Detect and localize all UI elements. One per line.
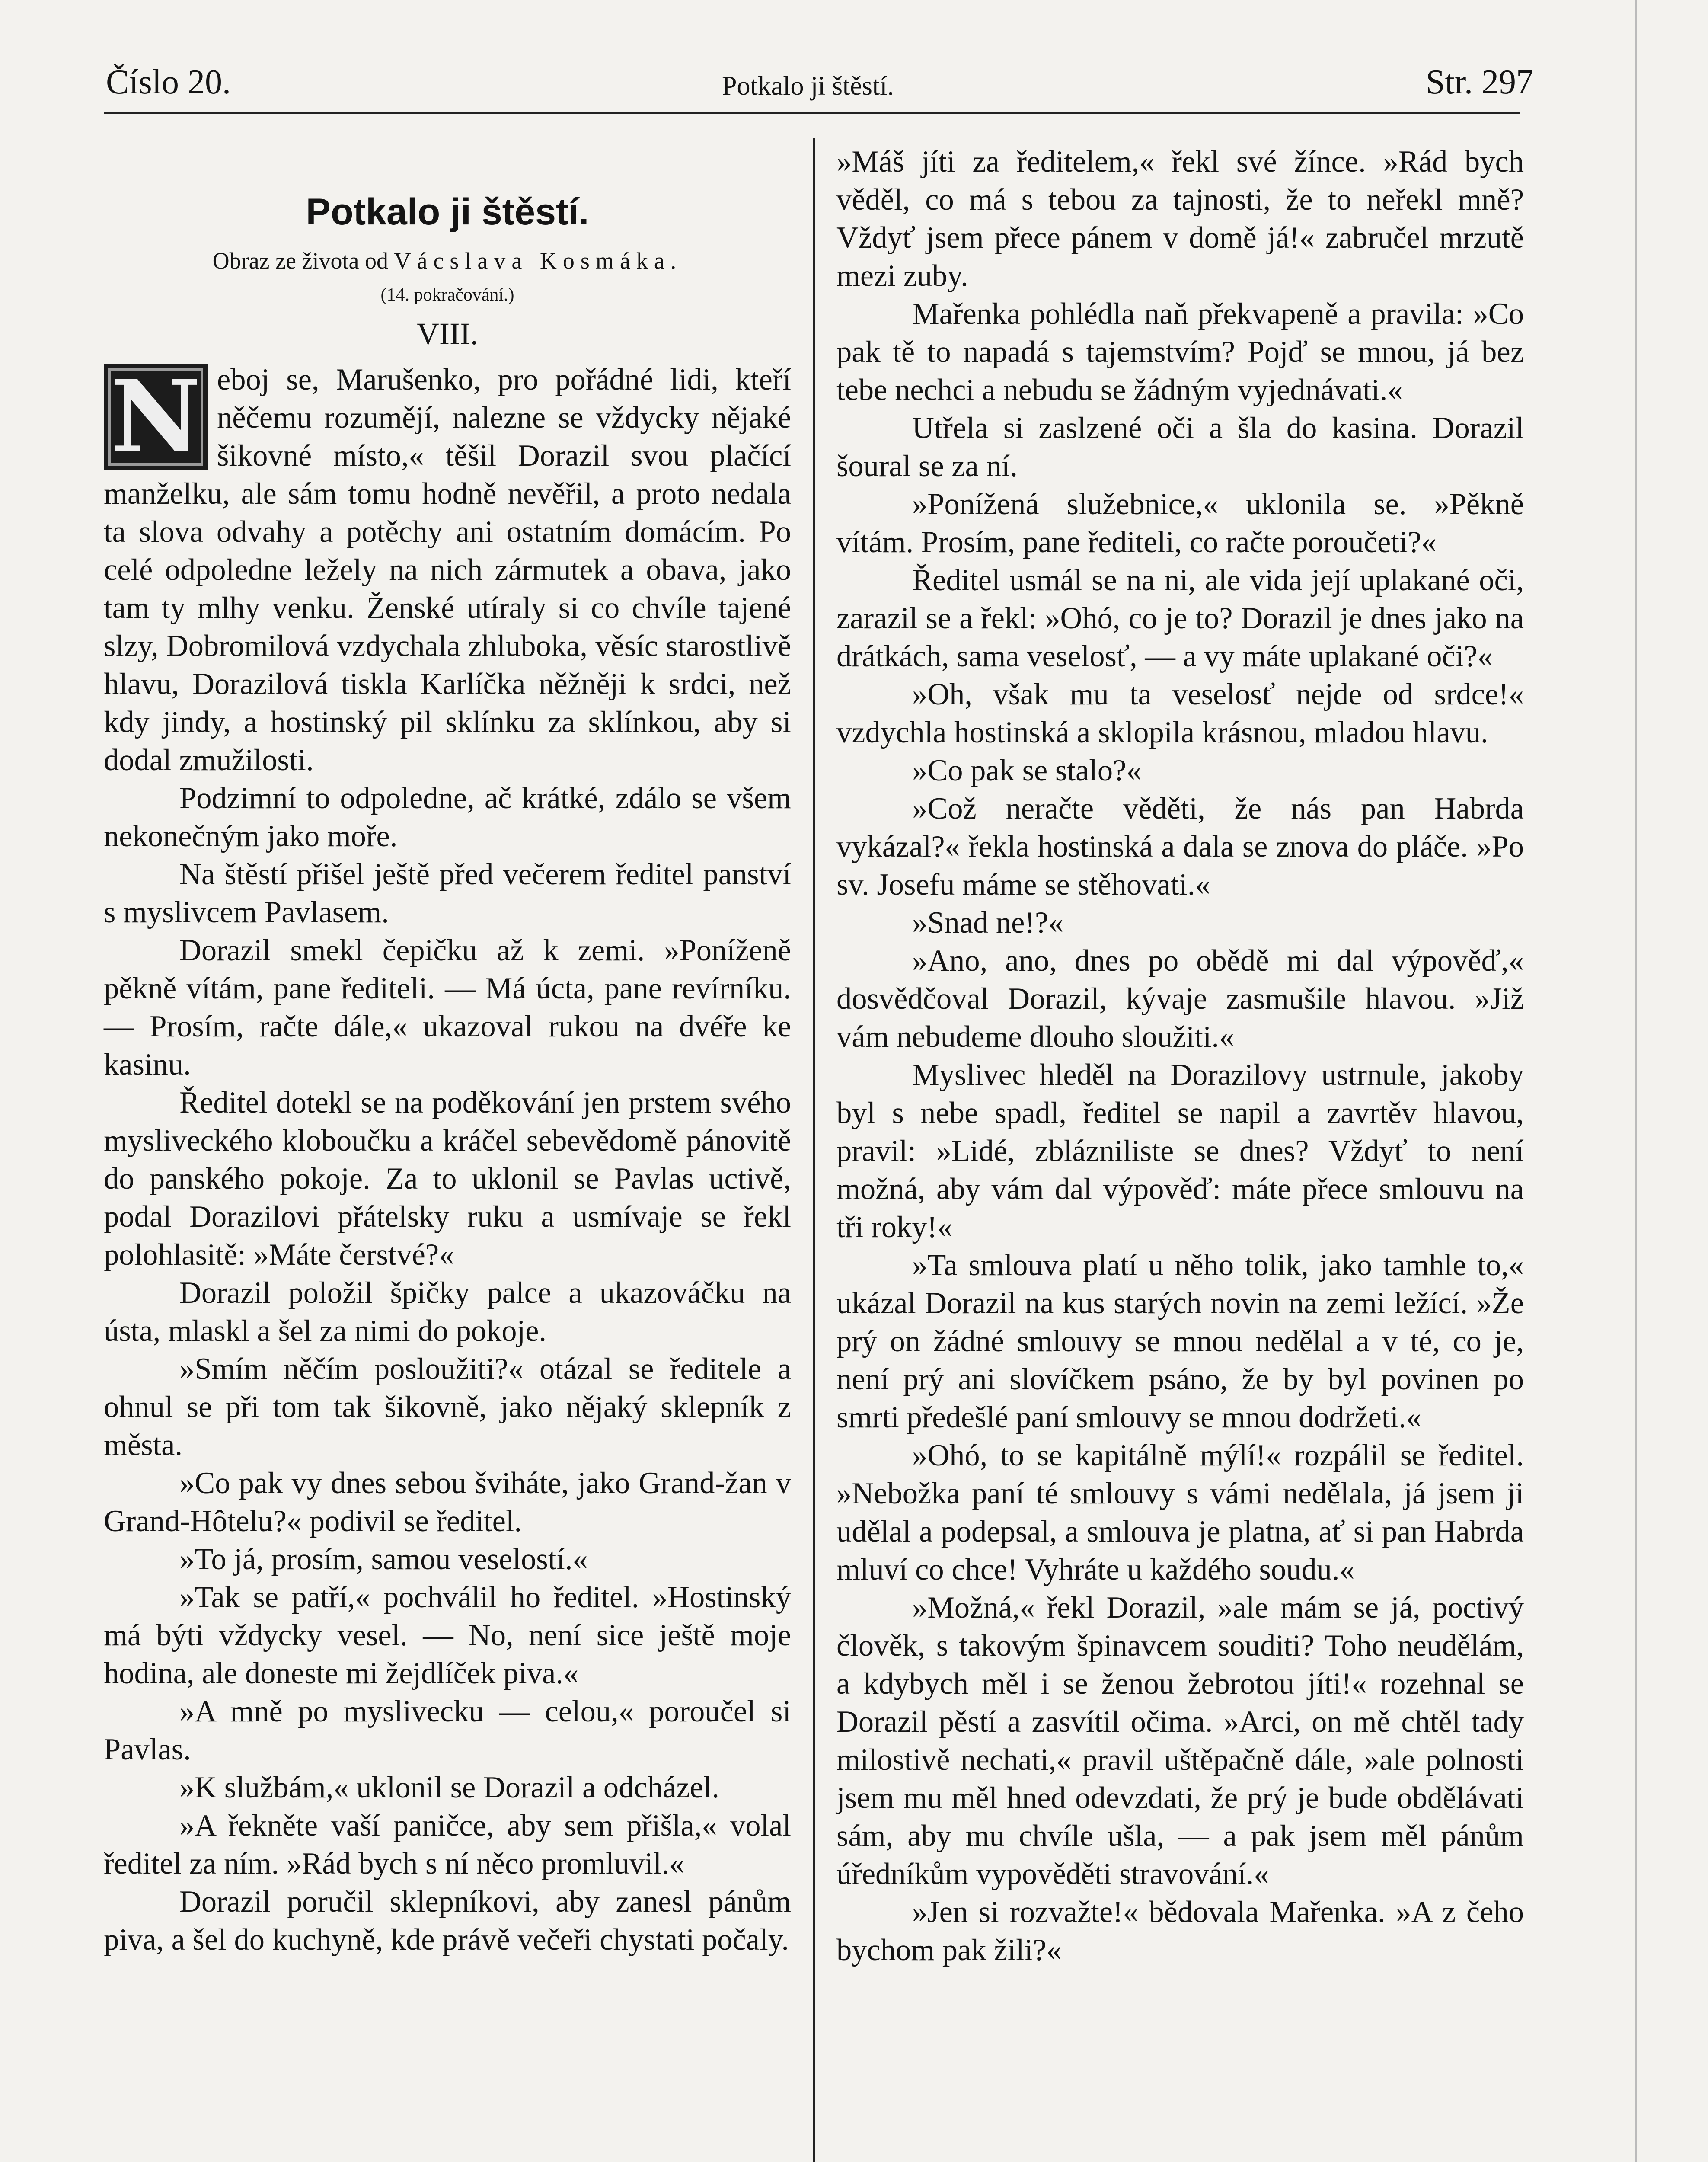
page-edge-line <box>1635 0 1637 2162</box>
running-title: Potkalo ji štěstí. <box>722 71 894 101</box>
paragraph: Mařenka pohlédla naň překvapeně a pravila: »Co pak tě to napadá s tajemstvím? Pojď se mnou, já bez tebe nechci a nebudu se žádným vyjednávati.« <box>836 297 1524 407</box>
article-title: Potkalo ji štěstí. <box>306 191 589 233</box>
left-paragraphs <box>104 358 791 1959</box>
paragraph <box>104 358 791 779</box>
paragraph: »Možná,« řekl Dorazil, »ale mám se já, poctivý člověk, s takovým špinavcem souditi? Toho neudělám, a kdybych měl i se ženou žebrotou jíti!« rozehnal se Dorazil pěstí a zasvítil očima. »Arci, on mě chtěl tady milostivě nechati,« pravil uštěpačně dále, »ale polnosti jsem mu měl hned odevzdati, že prý je bude obdělávati sám, aby mu chvíle ušla, — a pak jsem měl pánům úředníkům vypověděti stravování.« <box>836 1591 1524 1891</box>
paragraph: Podzimní to odpoledne, ač krátké, zdálo se všem nekonečným jako moře. <box>104 781 791 853</box>
paragraph: Ředitel usmál se na ni, ale vida její uplakané oči, zarazil se a řekl: »Ohó, co je to? Dorazil je dnes jako na drátkách, sama veselosť, — a vy máte uplakané oči?« <box>836 563 1524 673</box>
subtitle-prefix: Obraz ze života od <box>212 248 388 274</box>
paragraph: Na štěstí přišel ještě před večerem ředitel panství s myslivcem Pavlasem. <box>104 857 791 929</box>
paragraph: Myslivec hleděl na Dorazilovy ustrnule, jakoby byl s nebe spadl, ředitel se napil a zavrtěv hlavou, pravil: »Lidé, zblázniliste se dnes? Vždyť to není možná, aby vám dal výpověď: máte přece smlouvu na tři roky!« <box>836 1058 1524 1244</box>
paragraph: »Ano, ano, dnes po obědě mi dal výpověď,« dosvědčoval Dorazil, kývaje zasmušile hlavou. »Již vám nebudeme dlouho sloužiti.« <box>836 944 1524 1054</box>
paragraph: »Snad ne!?« <box>912 906 1064 940</box>
paragraph: »Ta smlouva platí u něho tolik, jako tamhle to,« ukázal Dorazil na kus starých novin na zemi ležící. »Že prý on žádné smlouvy se mnou nedělal a v té, co je, není prý ani slovíčkem psáno, že by byl povinen po smrti předešlé paní smlouvy se mnou dodržeti.« <box>836 1248 1524 1434</box>
paragraph: Dorazil smekl čepičku až k zemi. »Poníženě pěkně vítám, pane řediteli. — Má úcta, pane revírníku. — Prosím, račte dále,« ukazoval rukou na dvéře ke kasinu. <box>104 934 791 1081</box>
paragraph: »Smím něčím posloužiti?« otázal se ředitele a ohnul se při tom tak šikovně, jako nějaký sklepník z města. <box>104 1352 791 1462</box>
article-author: Vácslava Kosmáka. <box>394 248 683 274</box>
paragraph: »Ponížená služebnice,« uklonila se. »Pěkně vítám. Prosím, pane řediteli, co račte poroučeti?« <box>836 487 1524 559</box>
paragraph: Ředitel dotekl se na poděkování jen prstem svého mysliveckého kloboučku a kráčel sebevědomě pánovitě do panského pokoje. Za to uklonil se Pavlas uctivě, podal Dorazilovi přátelsky ruku a usmívaje se řekl polohlasitě: »Máte čerstvé?« <box>104 1086 791 1272</box>
paragraph: »Oh, však mu ta veselosť nejde od srdce!« vzdychla hostinská a sklopila krásnou, mladou hlavu. <box>836 678 1524 749</box>
paragraph: »Máš jíti za ředitelem,« řekl své žínce. »Rád bych věděl, co má s tebou za tajnosti, že to neřekl mně? Vždyť jsem přece pánem v domě já!« zabručel mrzutě mezi zuby. <box>836 145 1524 293</box>
decorated-initial: N <box>104 364 208 470</box>
paragraph: »Tak se patří,« pochválil ho ředitel. »Hostinský má býti vždycky vesel. — No, není sice ještě moje hodina, ale doneste mi žejdlíček piva.« <box>104 1580 791 1690</box>
left-column <box>104 143 791 1959</box>
issue-number: Číslo 20. <box>106 63 231 101</box>
paragraph: »A mně po myslivecku — celou,« poroučel si Pavlas. <box>104 1695 791 1766</box>
paragraph: »Co pak vy dnes sebou šviháte, jako Grand-žan v Grand-Hôtelu?« podivil se ředitel. <box>104 1466 791 1538</box>
paragraph: »Co pak se stalo?« <box>912 754 1142 787</box>
paragraph: Utřela si zaslzené oči a šla do kasina. Dorazil šoural se za ní. <box>836 411 1524 483</box>
chapter-heading: VIII. <box>417 317 478 351</box>
header-rule <box>104 112 1520 114</box>
right-paragraphs <box>836 143 1524 1969</box>
right-column <box>836 143 1524 1969</box>
column-divider <box>813 138 815 2162</box>
article-subtitle <box>104 246 791 276</box>
paragraph: »A řekněte vaší paničce, aby sem přišla,« volal ředitel za ním. »Rád bych s ní něco promluvil.« <box>104 1809 791 1881</box>
page-number: Str. 297 <box>1426 63 1533 101</box>
paragraph: »Což neračte věděti, že nás pan Habrda vykázal?« řekla hostinská a dala se znova do pláče. »Po sv. Josefu máme se stěhovati.« <box>836 792 1524 902</box>
paragraph: »K službám,« uklonil se Dorazil a odcházel. <box>179 1771 720 1804</box>
paragraph: »Jen si rozvažte!« bědovala Mařenka. »A z čeho bychom pak žili?« <box>836 1895 1524 1967</box>
continuation-note: (14. pokračování.) <box>380 285 514 305</box>
paragraph: Dorazil položil špičky palce a ukazováčku na ústa, mlaskl a šel za nimi do pokoje. <box>104 1276 791 1348</box>
paragraph: »Ohó, to se kapitálně mýlí!« rozpálil se ředitel. »Nebožka paní té smlouvy s vámi nedělala, já jsem ji udělal a podepsal, a smlouva je platna, ať si pan Habrda mluví co chce! Vyhráte u každého soudu.« <box>836 1439 1524 1586</box>
paragraph: »To já, prosím, samou veselostí.« <box>179 1542 588 1576</box>
paragraph: Dorazil poručil sklepníkovi, aby zanesl pánům piva, a šel do kuchyně, kde právě večeři chystati počaly. <box>104 1885 791 1957</box>
paragraph-text: eboj se, Marušenko, pro pořádné lidi, kteří něčemu rozumějí, nalezne se vždycky nějaké šikovné místo,« těšil Dorazil svou plačící manželku, ale sám tomu hodně nevěřil, a proto nedala ta slova odvahy a potěchy ani ostatním domácím. Po celé odpoledne ležely na nich zármutek a obava, jako tam ty mlhy venku. Ženské utíraly si co chvíle tajené slzy, Dobromilová vzdychala zhluboka, věsíc starostlivě hlavu, Dorazilová tiskla Karlíčka něžněji k srdci, než kdy jindy, a hostinský pil sklínku za sklínkou, aby si dodal zmužilosti. <box>104 363 791 777</box>
